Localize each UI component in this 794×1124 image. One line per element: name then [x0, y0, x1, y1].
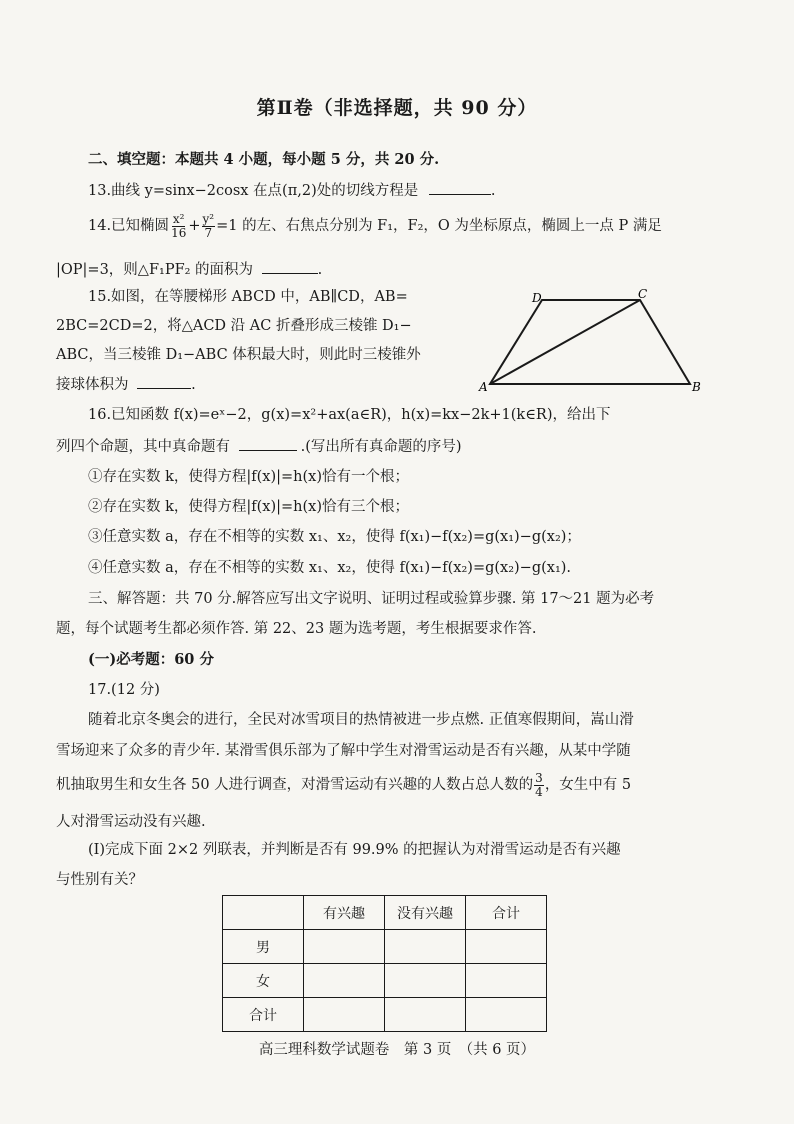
- question-14-prefix: 14.已知椭圆: [88, 218, 170, 234]
- label-d: D: [532, 291, 542, 305]
- trapezoid-abcd: [490, 300, 690, 384]
- table-cell[interactable]: [385, 930, 466, 964]
- question-17-part-1-line-1: (Ⅰ)完成下面 2×2 列联表，并判断是否有 99.9% 的把握认为对滑雪运动是否有兴趣: [88, 842, 621, 858]
- row-label: 合计: [223, 998, 304, 1032]
- question-14-line-2: |OP|=3，则△F₁PF₂ 的面积为 .: [56, 259, 322, 280]
- question-13: 13.曲线 y=sinx−2cosx 在点(π,2)处的切线方程是 .: [88, 180, 495, 201]
- table-cell[interactable]: [304, 998, 385, 1032]
- table-row: [223, 930, 547, 964]
- question-15-line-4: 接球体积为 .: [56, 374, 196, 395]
- question-17-paragraph-2: 雪场迎来了众多的青少年. 某滑雪俱乐部为了解中学生对滑雪运动是否有兴趣，从某中学随: [56, 743, 631, 759]
- question-17-paragraph-3: 机抽取男生和女生各 50 人进行调查，对滑雪运动有兴趣的人数占总人数的 $\frac{3}{4}$ ，女生中有 5: [56, 770, 632, 799]
- table-header-cell: 有兴趣: [304, 896, 385, 930]
- table-cell[interactable]: [304, 930, 385, 964]
- table-header-cell: 合计: [466, 896, 547, 930]
- question-17-paragraph-1: 随着北京冬奥会的进行，全民对冰雪项目的热情被进一步点燃. 正值寒假期间，嵩山滑: [88, 712, 634, 728]
- question-13-text: 13.曲线 y=sinx−2cosx 在点(π,2)处的切线方程是: [88, 183, 419, 199]
- table-cell[interactable]: [385, 964, 466, 998]
- question-15-line-3: ABC，当三棱锥 D₁−ABC 体积最大时，则此时三棱锥外: [56, 347, 421, 363]
- fraction-x2-16: $\frac{\text{x²}}{16}$: [171, 211, 187, 240]
- question-16-line-2: 列四个命题，其中真命题有 .(写出所有真命题的序号): [56, 436, 462, 457]
- question-16-option-4: ④任意实数 a，存在不相等的实数 x₁、x₂，使得 f(x₁)−f(x₂)=g(x₂)−g(x₁).: [88, 560, 572, 576]
- section-title: 第Ⅱ卷（非选择题，共 90 分）: [256, 97, 538, 119]
- diagonal-ac: [490, 300, 640, 384]
- table-cell[interactable]: [304, 964, 385, 998]
- answer-section-heading-2: 题，每个试题考生都必须作答. 第 22、23 题为选考题，考生根据要求作答.: [56, 621, 537, 637]
- table-row: [223, 964, 547, 998]
- answer-blank-14[interactable]: [262, 259, 318, 274]
- table-cell[interactable]: [385, 998, 466, 1032]
- label-a: A: [479, 380, 488, 394]
- required-heading: (一)必考题：60 分: [88, 651, 214, 668]
- page-footer: 高三理科数学试题卷 第 3 页 （共 6 页）: [258, 1042, 536, 1058]
- question-15-line-2: 2BC=2CD=2，将△ACD 沿 AC 折叠形成三棱锥 D₁−: [56, 318, 412, 334]
- question-16-option-1: ①存在实数 k，使得方程|f(x)|=h(x)恰有一个根；: [88, 469, 410, 485]
- question-17-paragraph-4: 人对滑雪运动没有兴趣.: [56, 814, 206, 830]
- label-b: B: [692, 380, 701, 394]
- table-header-cell: 没有兴趣: [385, 896, 466, 930]
- table-header-row: [223, 896, 547, 930]
- answer-section-heading-1: 三、解答题：共 70 分.解答应写出文字说明、证明过程或验算步骤. 第 17～21 题为必考: [88, 591, 655, 607]
- fraction-3-4: $\frac{3}{4}$: [535, 770, 543, 799]
- question-14-suffix: =1 的左、右焦点分别为 F₁，F₂，O 为坐标原点，椭圆上一点 P 满足: [216, 218, 662, 234]
- table-cell[interactable]: [466, 964, 547, 998]
- fill-in-heading: 二、填空题：本题共 4 小题，每小题 5 分，共 20 分.: [88, 151, 440, 168]
- table-cell[interactable]: [466, 998, 547, 1032]
- answer-blank-13[interactable]: [429, 180, 491, 195]
- question-16-option-2: ②存在实数 k，使得方程|f(x)|=h(x)恰有三个根；: [88, 499, 410, 515]
- question-15-line-1: 15.如图，在等腰梯形 ABCD 中，AB∥CD，AB=: [88, 289, 408, 305]
- table-header-cell: [223, 896, 304, 930]
- question-17-label: 17.(12 分): [88, 682, 160, 698]
- row-label: 男: [223, 930, 304, 964]
- answer-blank-16[interactable]: [239, 436, 297, 451]
- answer-blank-15[interactable]: [137, 374, 191, 389]
- question-16-line-1: 16.已知函数 f(x)=eˣ−2，g(x)=x²+ax(a∈R)，h(x)=kx−2k+1(k∈R)，给出下: [88, 407, 611, 423]
- trapezoid-figure: [478, 288, 708, 398]
- question-17-part-1-line-2: 与性别有关？: [56, 872, 143, 888]
- row-label: 女: [223, 964, 304, 998]
- label-c: C: [638, 288, 648, 301]
- contingency-table: [222, 895, 547, 1032]
- table-cell[interactable]: [466, 930, 547, 964]
- fraction-y2-7: $\frac{\text{y²}}{7}$: [202, 211, 215, 240]
- question-16-option-3: ③任意实数 a，存在不相等的实数 x₁、x₂，使得 f(x₁)−f(x₂)=g(x₁)−g(x₂)；: [88, 529, 581, 545]
- table-row: [223, 998, 547, 1032]
- question-14-line-1: 14.已知椭圆 $\frac{\text{x²}}{16}$ + $\frac{\text{y²}}{7}$ =1 的左、右焦点分别为 F₁，F₂，O 为坐标原点，椭圆上一点 P 满足: [88, 211, 662, 240]
